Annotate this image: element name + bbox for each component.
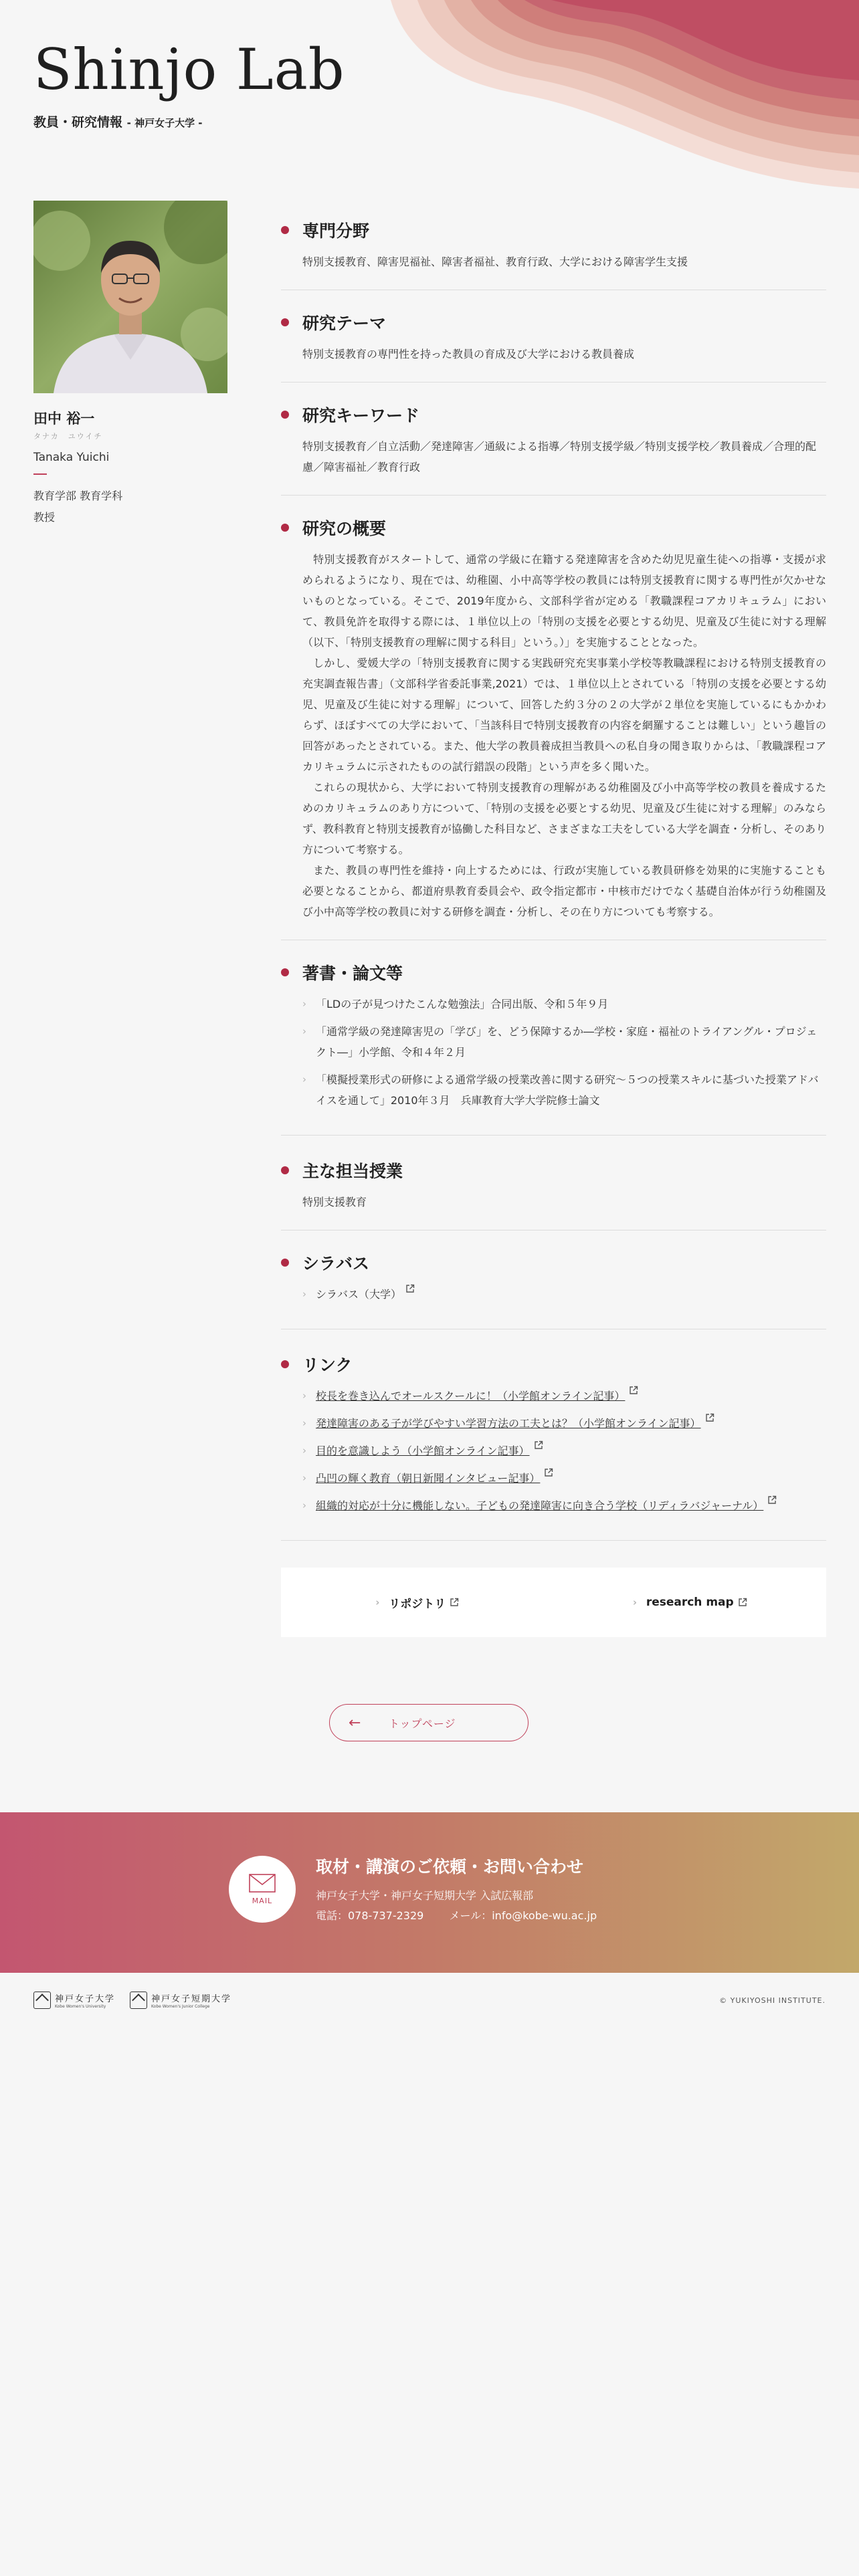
- repository-link[interactable]: [281, 1568, 554, 1637]
- university-emblem-icon: [33, 1992, 51, 2009]
- list-item: [302, 994, 826, 1014]
- section-links: [281, 1329, 826, 1541]
- section-body: 特別支援教育の専門性を持った教員の育成及び大学における教員養成: [302, 348, 635, 360]
- section-title: リンク: [302, 1356, 353, 1375]
- external-link-icon: [629, 1386, 638, 1395]
- link-label[interactable]: 校長を巻き込んでオールスクールに！（小学館オンライン記事）: [316, 1390, 626, 1402]
- profile-department: 教育学部 教育学科: [33, 490, 123, 502]
- profile-position: 教授: [33, 511, 56, 524]
- section-syllabus: [281, 1230, 826, 1329]
- section-publications: [281, 940, 826, 1136]
- section-courses: [281, 1136, 826, 1230]
- link-label[interactable]: 凸凹の輝く教育（朝日新聞インタビュー記事）: [316, 1472, 541, 1485]
- divider: [33, 473, 47, 475]
- contact-title: 取材・講演のご依頼・お問い合わせ: [316, 1857, 584, 1876]
- chevron-right-icon: ›: [302, 1499, 306, 1511]
- contact-phone: 電話：078-737-2329: [316, 1909, 424, 1922]
- list-item: [302, 1069, 826, 1111]
- section-title: 著書・論文等: [302, 964, 403, 983]
- contact-organization: 神戸女子大学・神戸女子短期大学 入試広報部: [316, 1889, 534, 1902]
- link-label[interactable]: 目的を意識しよう（小学館オンライン記事）: [316, 1444, 530, 1457]
- site-logo[interactable]: Shinjo Lab: [33, 37, 345, 102]
- section-title: 研究キーワード: [302, 406, 420, 425]
- overview-paragraph: また、教員の専門性を維持・向上するためには、行政が実施している教員研修を効果的に実施することも必要となることから、都道府県教育委員会や、政令指定都市・中核市だけでなく基礎自治体が行う幼稚園及び小中高等学校の教員に対する研修を調査・分析し、その在り方についても考察する。: [302, 864, 826, 918]
- external-link-icon: [705, 1413, 714, 1422]
- link-item[interactable]: [302, 1468, 826, 1489]
- chevron-right-icon: ›: [302, 1472, 306, 1484]
- chevron-right-icon: ›: [302, 1444, 306, 1457]
- mail-label: MAIL: [252, 1896, 273, 1905]
- link-item[interactable]: [302, 1413, 826, 1434]
- external-link-icon: [534, 1440, 543, 1450]
- external-link-icon: [405, 1284, 415, 1293]
- section-body: 特別支援教育／自立活動／発達障害／通級による指導／特別支援学級／特別支援学校／教員養成／合理的配慮／障害福祉／教育行政: [302, 440, 817, 473]
- bullet-dot-icon: [281, 318, 289, 326]
- bullet-dot-icon: [281, 1166, 289, 1174]
- copyright: © YUKIYOSHI INSTITUTE.: [719, 1996, 826, 2005]
- research-info: [281, 201, 826, 1541]
- external-link-icon: [767, 1495, 777, 1505]
- overview-paragraph: 特別支援教育がスタートして、通常の学級に在籍する発達障害を含めた幼児児童生徒への指導・支援が求められるようになり、現在では、幼稚園、小中高等学校の教員には特別支援教育に関する専門性が欠かせないものとなっている。そこで、2019年度から、文部科学省が定める「教職課程コアカリキュラム」において、教員免許を取得する際には、１単位以上の「特別の支援を必要とする幼児、児童及び生徒に対する理解（以下、「特別支援教育の理解に関する科目」という。）」を実施することとなった。: [302, 553, 826, 649]
- link-label[interactable]: 発達障害のある子が学びやすい学習方法の工夫とは？（小学館オンライン記事）: [316, 1417, 701, 1430]
- page-subtitle: [33, 112, 203, 130]
- top-page-button[interactable]: [329, 1704, 529, 1741]
- subtitle-main: 教員・研究情報: [33, 115, 123, 130]
- section-title: 研究の概要: [302, 519, 387, 538]
- bullet-dot-icon: [281, 524, 289, 532]
- syllabus-link[interactable]: [302, 1284, 826, 1305]
- link-item[interactable]: [302, 1495, 826, 1516]
- link-label[interactable]: 組織的対応が十分に機能しない。子どもの発達障害に向き合う学校（リディラバジャーナル）: [316, 1499, 764, 1512]
- bullet-dot-icon: [281, 1360, 289, 1368]
- external-profile-links: [281, 1568, 826, 1637]
- chevron-right-icon: ›: [302, 998, 306, 1010]
- mail-icon: [249, 1874, 276, 1893]
- contact-email[interactable]: メール：info@kobe-wu.ac.jp: [449, 1909, 597, 1922]
- publication-text: 「通常学級の発達障害児の「学び」を、どう保障するか―学校・家庭・福祉のトライアングル・プロジェクト―」小学館、令和４年２月: [316, 1025, 818, 1059]
- external-link-icon: [738, 1598, 747, 1607]
- bullet-dot-icon: [281, 1259, 289, 1267]
- chevron-right-icon: ›: [302, 1288, 306, 1300]
- chevron-right-icon: ›: [632, 1596, 637, 1608]
- contact-details: [316, 1907, 597, 1923]
- section-theme: [281, 290, 826, 383]
- profile-card: [33, 201, 227, 528]
- mail-button[interactable]: [229, 1856, 296, 1923]
- publication-text: 「LDの子が見つけたこんな勉強法」合同出版、令和５年９月: [316, 998, 609, 1010]
- link-item[interactable]: [302, 1386, 826, 1406]
- chevron-right-icon: ›: [302, 1025, 306, 1037]
- section-body: 特別支援教育、障害児福祉、障害者福祉、教育行政、大学における障害学生支援: [302, 255, 688, 268]
- publication-list: [302, 994, 826, 1111]
- profile-name-english: Tanaka Yuichi: [33, 451, 110, 464]
- link-item[interactable]: [302, 1440, 826, 1461]
- chevron-right-icon: ›: [302, 1417, 306, 1429]
- section-body: [302, 549, 826, 922]
- bullet-dot-icon: [281, 968, 289, 976]
- link-list: [302, 1386, 826, 1516]
- bullet-dot-icon: [281, 226, 289, 234]
- kobe-womens-junior-college-logo[interactable]: 神戸女子短期大学 Kobe Women's Junior College: [130, 1992, 231, 2009]
- list-item: [302, 1021, 826, 1063]
- section-overview: [281, 496, 826, 940]
- arrow-left-icon: ←: [349, 1714, 361, 1731]
- profile-name: 田中 裕一: [33, 411, 95, 427]
- section-keywords: [281, 383, 826, 496]
- section-title: 専門分野: [302, 221, 370, 241]
- profile-affiliation: [33, 486, 227, 528]
- section-title: シラバス: [302, 1254, 370, 1273]
- kobe-womens-university-logo[interactable]: 神戸女子大学 Kobe Women's University: [33, 1992, 115, 2009]
- link-label[interactable]: シラバス（大学）: [316, 1288, 402, 1301]
- profile-name-kana: タナカ ユウイチ: [33, 432, 103, 441]
- researchmap-link[interactable]: [554, 1568, 827, 1637]
- external-link-icon: [544, 1468, 553, 1477]
- overview-paragraph: これらの現状から、大学において特別支援教育の理解がある幼稚園及び小中高等学校の教員を養成するためのカリキュラムのあり方について、「特別の支援を必要とする幼児、児童及び生徒に対する理解」のみならず、教科教育と特別支援教育が協働した科目など、さまざまな工夫をしている大学を調査・分析し、そのあり方について考察する。: [302, 781, 826, 856]
- chevron-right-icon: ›: [302, 1390, 306, 1402]
- chevron-right-icon: ›: [375, 1596, 380, 1608]
- publication-text: 「模擬授業形式の研修による通常学級の授業改善に関する研究～５つの授業スキルに基づいた授業アドバイスを通して」2010年３月 兵庫教育大学大学院修士論文: [316, 1073, 819, 1107]
- footer-logos: [33, 1992, 246, 2009]
- section-body: 特別支援教育: [302, 1196, 367, 1208]
- top-page-label: トップページ: [389, 1717, 456, 1730]
- header-wave-decoration: [391, 0, 859, 194]
- researchmap-label[interactable]: research map: [646, 1596, 734, 1609]
- profile-photo: [33, 201, 227, 393]
- external-link-icon: [450, 1598, 459, 1607]
- contact-banner: [0, 1812, 859, 1973]
- section-specialty: [281, 201, 826, 290]
- section-title: 主な担当授業: [302, 1162, 403, 1181]
- subtitle-university: - 神戸女子大学 -: [126, 117, 203, 129]
- bullet-dot-icon: [281, 411, 289, 419]
- chevron-right-icon: ›: [302, 1073, 306, 1085]
- section-title: 研究テーマ: [302, 314, 387, 333]
- repository-label[interactable]: リポジトリ: [389, 1597, 446, 1611]
- overview-paragraph: しかし、愛媛大学の「特別支援教育に関する実践研究充実事業小学校等教職課程における特別支援教育の充実調査報告書」（文部科学省委託事業,2021）では、１単位以上とされている「特別の支援を必要とする幼児、児童及び生徒に対する理解」について、回答した約３分の２の大学が２単位を実施しているにもかかわらず、ほぼすべての大学において、「当該科目で特別支援教育の内容を網羅することは難しい」という趣旨の回答があったとされている。また、他大学の教員養成担当教員への私自身の聞き取りからは、「教職課程コアカリキュラムに示されたものの試行錯誤の段階」という声を多く聞いた。: [302, 657, 826, 773]
- college-emblem-icon: [130, 1992, 147, 2009]
